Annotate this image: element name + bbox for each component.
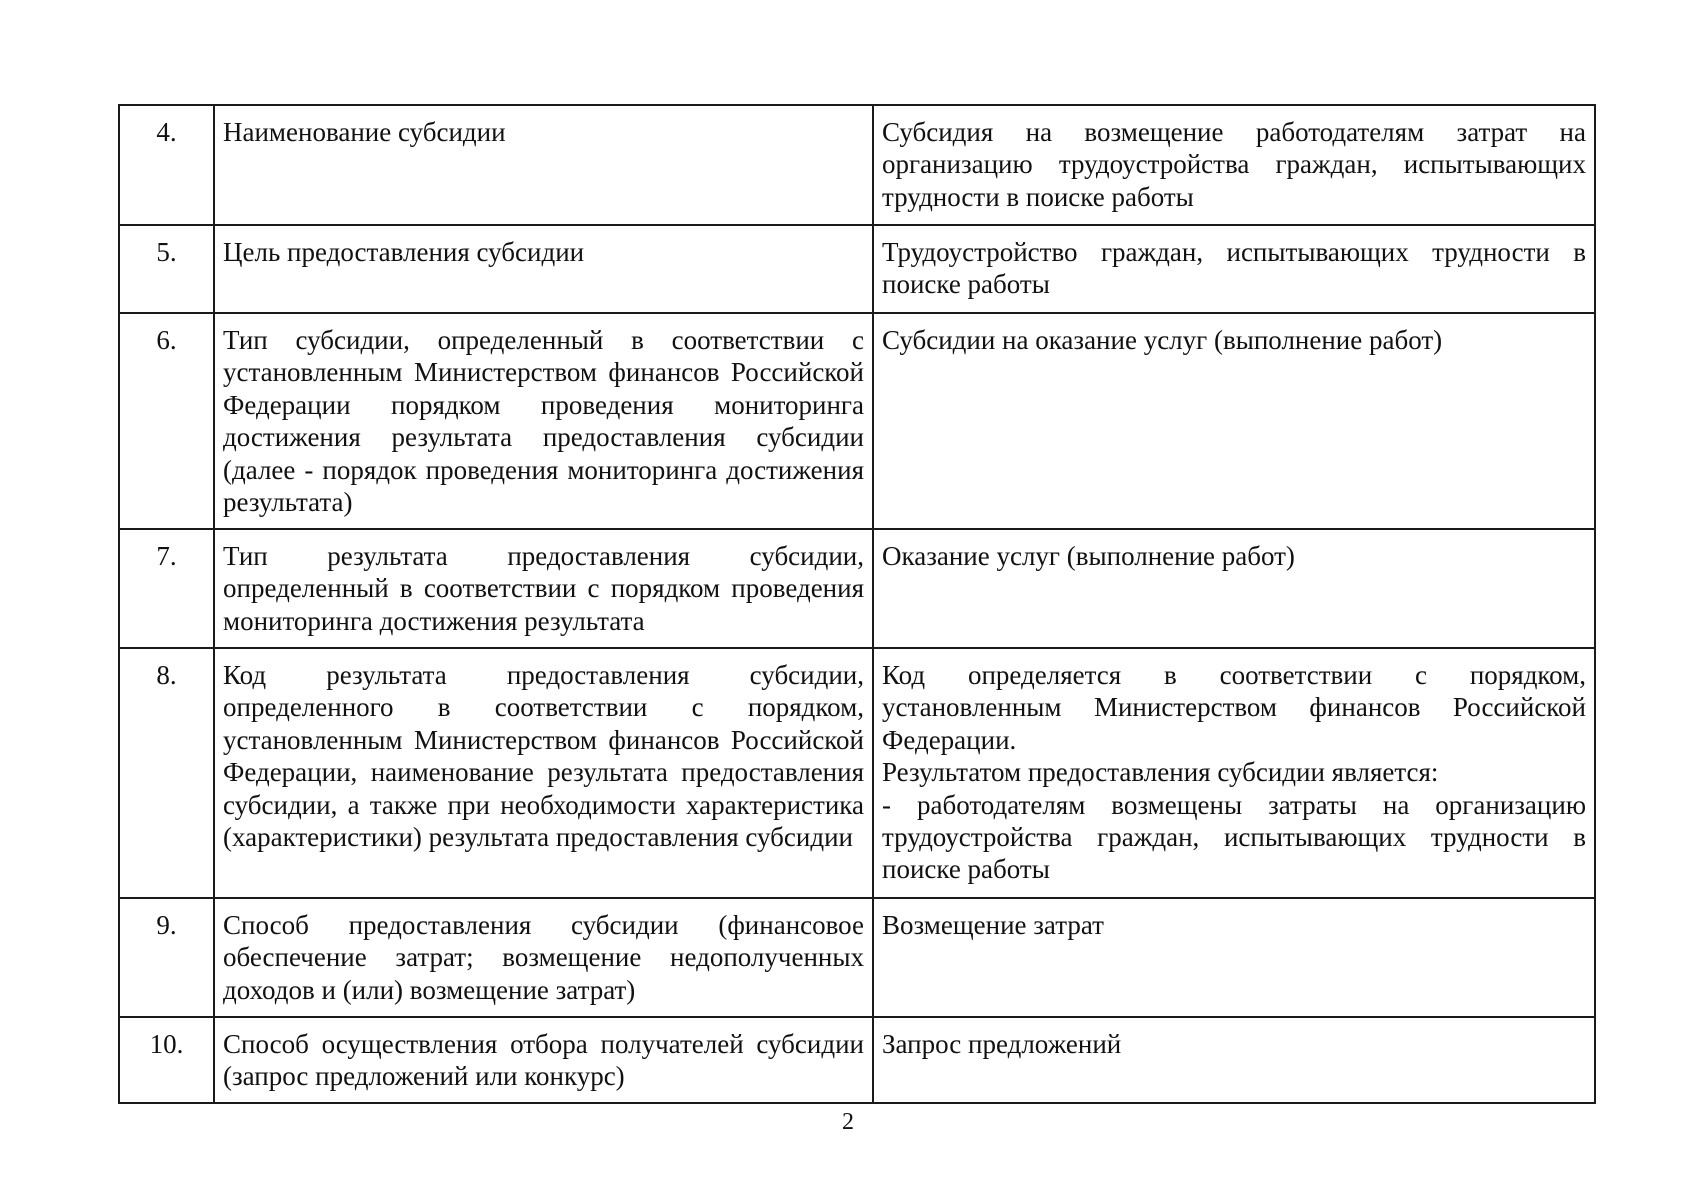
parameter-value-text: Трудоустройство граждан, испытывающих трудности в поиске работы (882, 237, 1586, 300)
parameter-value (873, 105, 1595, 225)
parameter-value (873, 225, 1595, 313)
row-number: 4. (119, 105, 214, 225)
table-row (119, 1017, 1595, 1103)
row-number: 6. (119, 313, 214, 529)
parameter-name: Наименование субсидии (214, 105, 873, 225)
row-number: 9. (119, 898, 214, 1017)
subsidy-parameters-table (118, 104, 1596, 1104)
table-row (119, 648, 1595, 898)
row-number: 10. (119, 1017, 214, 1103)
page-number: 2 (842, 1109, 854, 1135)
row-number: 7. (119, 529, 214, 648)
parameter-value (873, 529, 1595, 648)
parameter-name: Цель предоставления субсидии (214, 225, 873, 313)
table-row (119, 529, 1595, 648)
row-number: 5. (119, 225, 214, 313)
parameter-value-text: Запрос предложений (882, 1029, 1122, 1059)
parameter-name: Способ предоставления субсидии (финансовое обеспечение затрат; возмещение недополученных доходов и (или) возмещение затрат) (214, 898, 873, 1017)
parameter-value-text: Возмещение затрат (882, 910, 1104, 940)
table-row (119, 313, 1595, 529)
parameter-value (873, 648, 1595, 898)
parameter-name: Способ осуществления отбора получателей субсидии (запрос предложений или конкурс) (214, 1017, 873, 1103)
parameter-value-text: Оказание услуг (выполнение работ) (882, 541, 1295, 571)
parameter-name: Код результата предоставления субсидии, определенного в соответствии с порядком, установленным Министерством финансов Российской Федерации, наименование результата предоставления субсидии, а также при необходимости характеристика (характеристики) результата предоставления субсидии (214, 648, 873, 898)
parameter-value-text: Субсидии на оказание услуг (выполнение работ) (882, 325, 1443, 355)
parameter-value (873, 898, 1595, 1017)
parameter-value (873, 1017, 1595, 1103)
table-row (119, 898, 1595, 1017)
parameter-name: Тип результата предоставления субсидии, определенный в соответствии с порядком проведения мониторинга достижения результата (214, 529, 873, 648)
parameter-value-text: Код определяется в соответствии с порядком, установленным Министерством финансов Российской Федерации. Результатом предоставления субсидии является: - работодателям возмещены затраты на организацию трудоустройства граждан, испытывающих трудности в поиске работы (882, 660, 1586, 885)
table-row (119, 225, 1595, 313)
table-row (119, 105, 1595, 225)
parameter-value (873, 313, 1595, 529)
row-number: 8. (119, 648, 214, 898)
parameter-name: Тип субсидии, определенный в соответствии с установленным Министерством финансов Российской Федерации порядком проведения мониторинга достижения результата предоставления субсидии (далее - порядок проведения мониторинга достижения результата) (214, 313, 873, 529)
parameter-value-text: Субсидия на возмещение работодателям затрат на организацию трудоустройства граждан, испытывающих трудности в поиске работы (882, 117, 1586, 212)
